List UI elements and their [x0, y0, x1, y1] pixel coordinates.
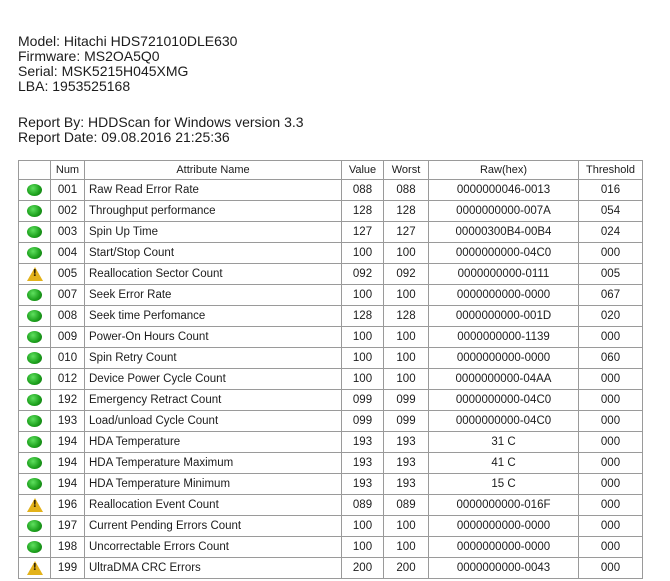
value-cell: 099 — [342, 411, 384, 432]
raw-cell: 0000000000-0043 — [429, 558, 579, 579]
worst-cell: 193 — [384, 432, 429, 453]
green-status-icon — [27, 247, 42, 259]
num-cell: 194 — [51, 432, 85, 453]
raw-cell: 41 C — [429, 453, 579, 474]
green-status-icon — [27, 394, 42, 406]
table-row — [19, 222, 643, 243]
threshold-cell: 000 — [579, 327, 643, 348]
threshold-cell: 000 — [579, 474, 643, 495]
green-status-icon — [27, 436, 42, 448]
name-cell: Spin Retry Count — [85, 348, 342, 369]
raw-cell: 0000000000-0000 — [429, 516, 579, 537]
status-cell — [19, 432, 51, 453]
num-cell: 196 — [51, 495, 85, 516]
value-cell: 100 — [342, 285, 384, 306]
value-column-header: Value — [342, 161, 384, 180]
name-cell: Device Power Cycle Count — [85, 369, 342, 390]
value-cell: 100 — [342, 327, 384, 348]
worst-cell: 100 — [384, 243, 429, 264]
value-cell: 099 — [342, 390, 384, 411]
table-row — [19, 243, 643, 264]
table-row — [19, 474, 643, 495]
table-row — [19, 390, 643, 411]
num-cell: 008 — [51, 306, 85, 327]
name-cell: Reallocation Sector Count — [85, 264, 342, 285]
table-row — [19, 453, 643, 474]
num-cell: 007 — [51, 285, 85, 306]
threshold-cell: 000 — [579, 243, 643, 264]
threshold-cell: 005 — [579, 264, 643, 285]
green-status-icon — [27, 541, 42, 553]
num-cell: 194 — [51, 453, 85, 474]
status-cell — [19, 411, 51, 432]
threshold-cell: 020 — [579, 306, 643, 327]
table-row — [19, 306, 643, 327]
threshold-cell: 000 — [579, 516, 643, 537]
threshold-cell: 024 — [579, 222, 643, 243]
green-status-icon — [27, 457, 42, 469]
raw-cell: 31 C — [429, 432, 579, 453]
name-cell: Seek time Perfomance — [85, 306, 342, 327]
num-cell: 198 — [51, 537, 85, 558]
threshold-cell: 060 — [579, 348, 643, 369]
num-cell: 199 — [51, 558, 85, 579]
num-cell: 005 — [51, 264, 85, 285]
worst-cell: 092 — [384, 264, 429, 285]
table-row — [19, 516, 643, 537]
table-row — [19, 285, 643, 306]
value-cell: 128 — [342, 201, 384, 222]
worst-cell: 100 — [384, 537, 429, 558]
worst-cell: 100 — [384, 327, 429, 348]
name-cell: Spin Up Time — [85, 222, 342, 243]
name-cell: HDA Temperature Maximum — [85, 453, 342, 474]
threshold-cell: 000 — [579, 390, 643, 411]
worst-cell: 089 — [384, 495, 429, 516]
threshold-cell: 067 — [579, 285, 643, 306]
green-status-icon — [27, 226, 42, 238]
status-cell — [19, 474, 51, 495]
status-cell — [19, 327, 51, 348]
worst-cell: 088 — [384, 180, 429, 201]
raw-cell: 0000000000-0111 — [429, 264, 579, 285]
status-cell — [19, 348, 51, 369]
worst-cell: 128 — [384, 201, 429, 222]
num-cell: 012 — [51, 369, 85, 390]
worst-cell: 099 — [384, 411, 429, 432]
num-cell: 010 — [51, 348, 85, 369]
name-cell: UltraDMA CRC Errors — [85, 558, 342, 579]
status-cell — [19, 285, 51, 306]
status-column-header — [19, 161, 51, 180]
raw-cell: 15 C — [429, 474, 579, 495]
value-cell: 089 — [342, 495, 384, 516]
worst-cell: 100 — [384, 348, 429, 369]
green-status-icon — [27, 310, 42, 322]
num-cell: 194 — [51, 474, 85, 495]
raw-cell: 0000000000-016F — [429, 495, 579, 516]
table-row — [19, 348, 643, 369]
table-row — [19, 327, 643, 348]
raw-cell: 0000000000-0000 — [429, 285, 579, 306]
name-cell: HDA Temperature — [85, 432, 342, 453]
table-row — [19, 432, 643, 453]
num-cell: 004 — [51, 243, 85, 264]
raw-cell: 0000000000-007A — [429, 201, 579, 222]
name-cell: Load/unload Cycle Count — [85, 411, 342, 432]
raw-cell: 0000000000-0000 — [429, 537, 579, 558]
value-cell: 128 — [342, 306, 384, 327]
threshold-cell: 000 — [579, 432, 643, 453]
status-cell — [19, 558, 51, 579]
value-cell: 127 — [342, 222, 384, 243]
status-cell — [19, 516, 51, 537]
firmware-text: Firmware: MS2OA5Q0 — [18, 48, 160, 64]
value-cell: 200 — [342, 558, 384, 579]
status-cell — [19, 537, 51, 558]
table-row — [19, 180, 643, 201]
worst-cell: 193 — [384, 474, 429, 495]
threshold-cell: 000 — [579, 558, 643, 579]
raw-cell: 0000000000-04C0 — [429, 411, 579, 432]
worst-cell: 128 — [384, 306, 429, 327]
worst-cell: 200 — [384, 558, 429, 579]
value-cell: 193 — [342, 432, 384, 453]
value-cell: 100 — [342, 243, 384, 264]
table-row — [19, 495, 643, 516]
smart-attributes-table — [18, 160, 643, 579]
name-cell: Throughput performance — [85, 201, 342, 222]
name-cell: Start/Stop Count — [85, 243, 342, 264]
raw-cell: 0000000046-0013 — [429, 180, 579, 201]
raw-cell: 0000000000-04C0 — [429, 390, 579, 411]
worst-column-header: Worst — [384, 161, 429, 180]
model-text: Model: Hitachi HDS721010DLE630 — [18, 33, 238, 49]
status-cell — [19, 495, 51, 516]
green-status-icon — [27, 415, 42, 427]
name-cell: Reallocation Event Count — [85, 495, 342, 516]
name-column-header: Attribute Name — [85, 161, 342, 180]
table-row — [19, 411, 643, 432]
name-cell: Raw Read Error Rate — [85, 180, 342, 201]
table-row — [19, 201, 643, 222]
table-row — [19, 537, 643, 558]
worst-cell: 100 — [384, 516, 429, 537]
raw-cell: 00000300B4-00B4 — [429, 222, 579, 243]
table-row — [19, 369, 643, 390]
report-by-text: Report By: HDDScan for Windows version 3.3 — [18, 114, 304, 130]
status-cell — [19, 180, 51, 201]
status-cell — [19, 390, 51, 411]
warning-icon — [27, 498, 43, 512]
status-cell — [19, 243, 51, 264]
status-cell — [19, 264, 51, 285]
threshold-column-header: Threshold — [579, 161, 643, 180]
raw-column-header: Raw(hex) — [429, 161, 579, 180]
table-header-row — [19, 161, 643, 180]
worst-cell: 099 — [384, 390, 429, 411]
value-cell: 100 — [342, 369, 384, 390]
warning-icon — [27, 267, 43, 281]
table-row — [19, 264, 643, 285]
name-cell: Uncorrectable Errors Count — [85, 537, 342, 558]
raw-cell: 0000000000-0000 — [429, 348, 579, 369]
num-cell: 002 — [51, 201, 85, 222]
value-cell: 092 — [342, 264, 384, 285]
value-cell: 100 — [342, 348, 384, 369]
worst-cell: 193 — [384, 453, 429, 474]
status-cell — [19, 201, 51, 222]
num-cell: 009 — [51, 327, 85, 348]
raw-cell: 0000000000-04AA — [429, 369, 579, 390]
raw-cell: 0000000000-001D — [429, 306, 579, 327]
name-cell: Emergency Retract Count — [85, 390, 342, 411]
num-cell: 192 — [51, 390, 85, 411]
raw-cell: 0000000000-1139 — [429, 327, 579, 348]
green-status-icon — [27, 373, 42, 385]
num-cell: 003 — [51, 222, 85, 243]
worst-cell: 127 — [384, 222, 429, 243]
serial-text: Serial: MSK5215H045XMG — [18, 63, 189, 79]
green-status-icon — [27, 520, 42, 532]
name-cell: Seek Error Rate — [85, 285, 342, 306]
raw-cell: 0000000000-04C0 — [429, 243, 579, 264]
green-status-icon — [27, 478, 42, 490]
status-cell — [19, 453, 51, 474]
value-cell: 100 — [342, 516, 384, 537]
num-cell: 197 — [51, 516, 85, 537]
green-status-icon — [27, 184, 42, 196]
green-status-icon — [27, 205, 42, 217]
status-cell — [19, 222, 51, 243]
green-status-icon — [27, 352, 42, 364]
num-cell: 001 — [51, 180, 85, 201]
threshold-cell: 000 — [579, 453, 643, 474]
drive-info — [18, 34, 237, 94]
report-info — [18, 115, 304, 145]
status-cell — [19, 369, 51, 390]
threshold-cell: 000 — [579, 537, 643, 558]
threshold-cell: 000 — [579, 411, 643, 432]
status-cell — [19, 306, 51, 327]
num-cell: 193 — [51, 411, 85, 432]
num-column-header: Num — [51, 161, 85, 180]
worst-cell: 100 — [384, 369, 429, 390]
value-cell: 193 — [342, 474, 384, 495]
value-cell: 193 — [342, 453, 384, 474]
table-row — [19, 558, 643, 579]
warning-icon — [27, 561, 43, 575]
name-cell: Current Pending Errors Count — [85, 516, 342, 537]
name-cell: HDA Temperature Minimum — [85, 474, 342, 495]
threshold-cell: 054 — [579, 201, 643, 222]
report-date-text: Report Date: 09.08.2016 21:25:36 — [18, 129, 230, 145]
threshold-cell: 016 — [579, 180, 643, 201]
name-cell: Power-On Hours Count — [85, 327, 342, 348]
threshold-cell: 000 — [579, 495, 643, 516]
green-status-icon — [27, 289, 42, 301]
worst-cell: 100 — [384, 285, 429, 306]
lba-text: LBA: 1953525168 — [18, 78, 131, 94]
value-cell: 088 — [342, 180, 384, 201]
value-cell: 100 — [342, 537, 384, 558]
threshold-cell: 000 — [579, 369, 643, 390]
green-status-icon — [27, 331, 42, 343]
